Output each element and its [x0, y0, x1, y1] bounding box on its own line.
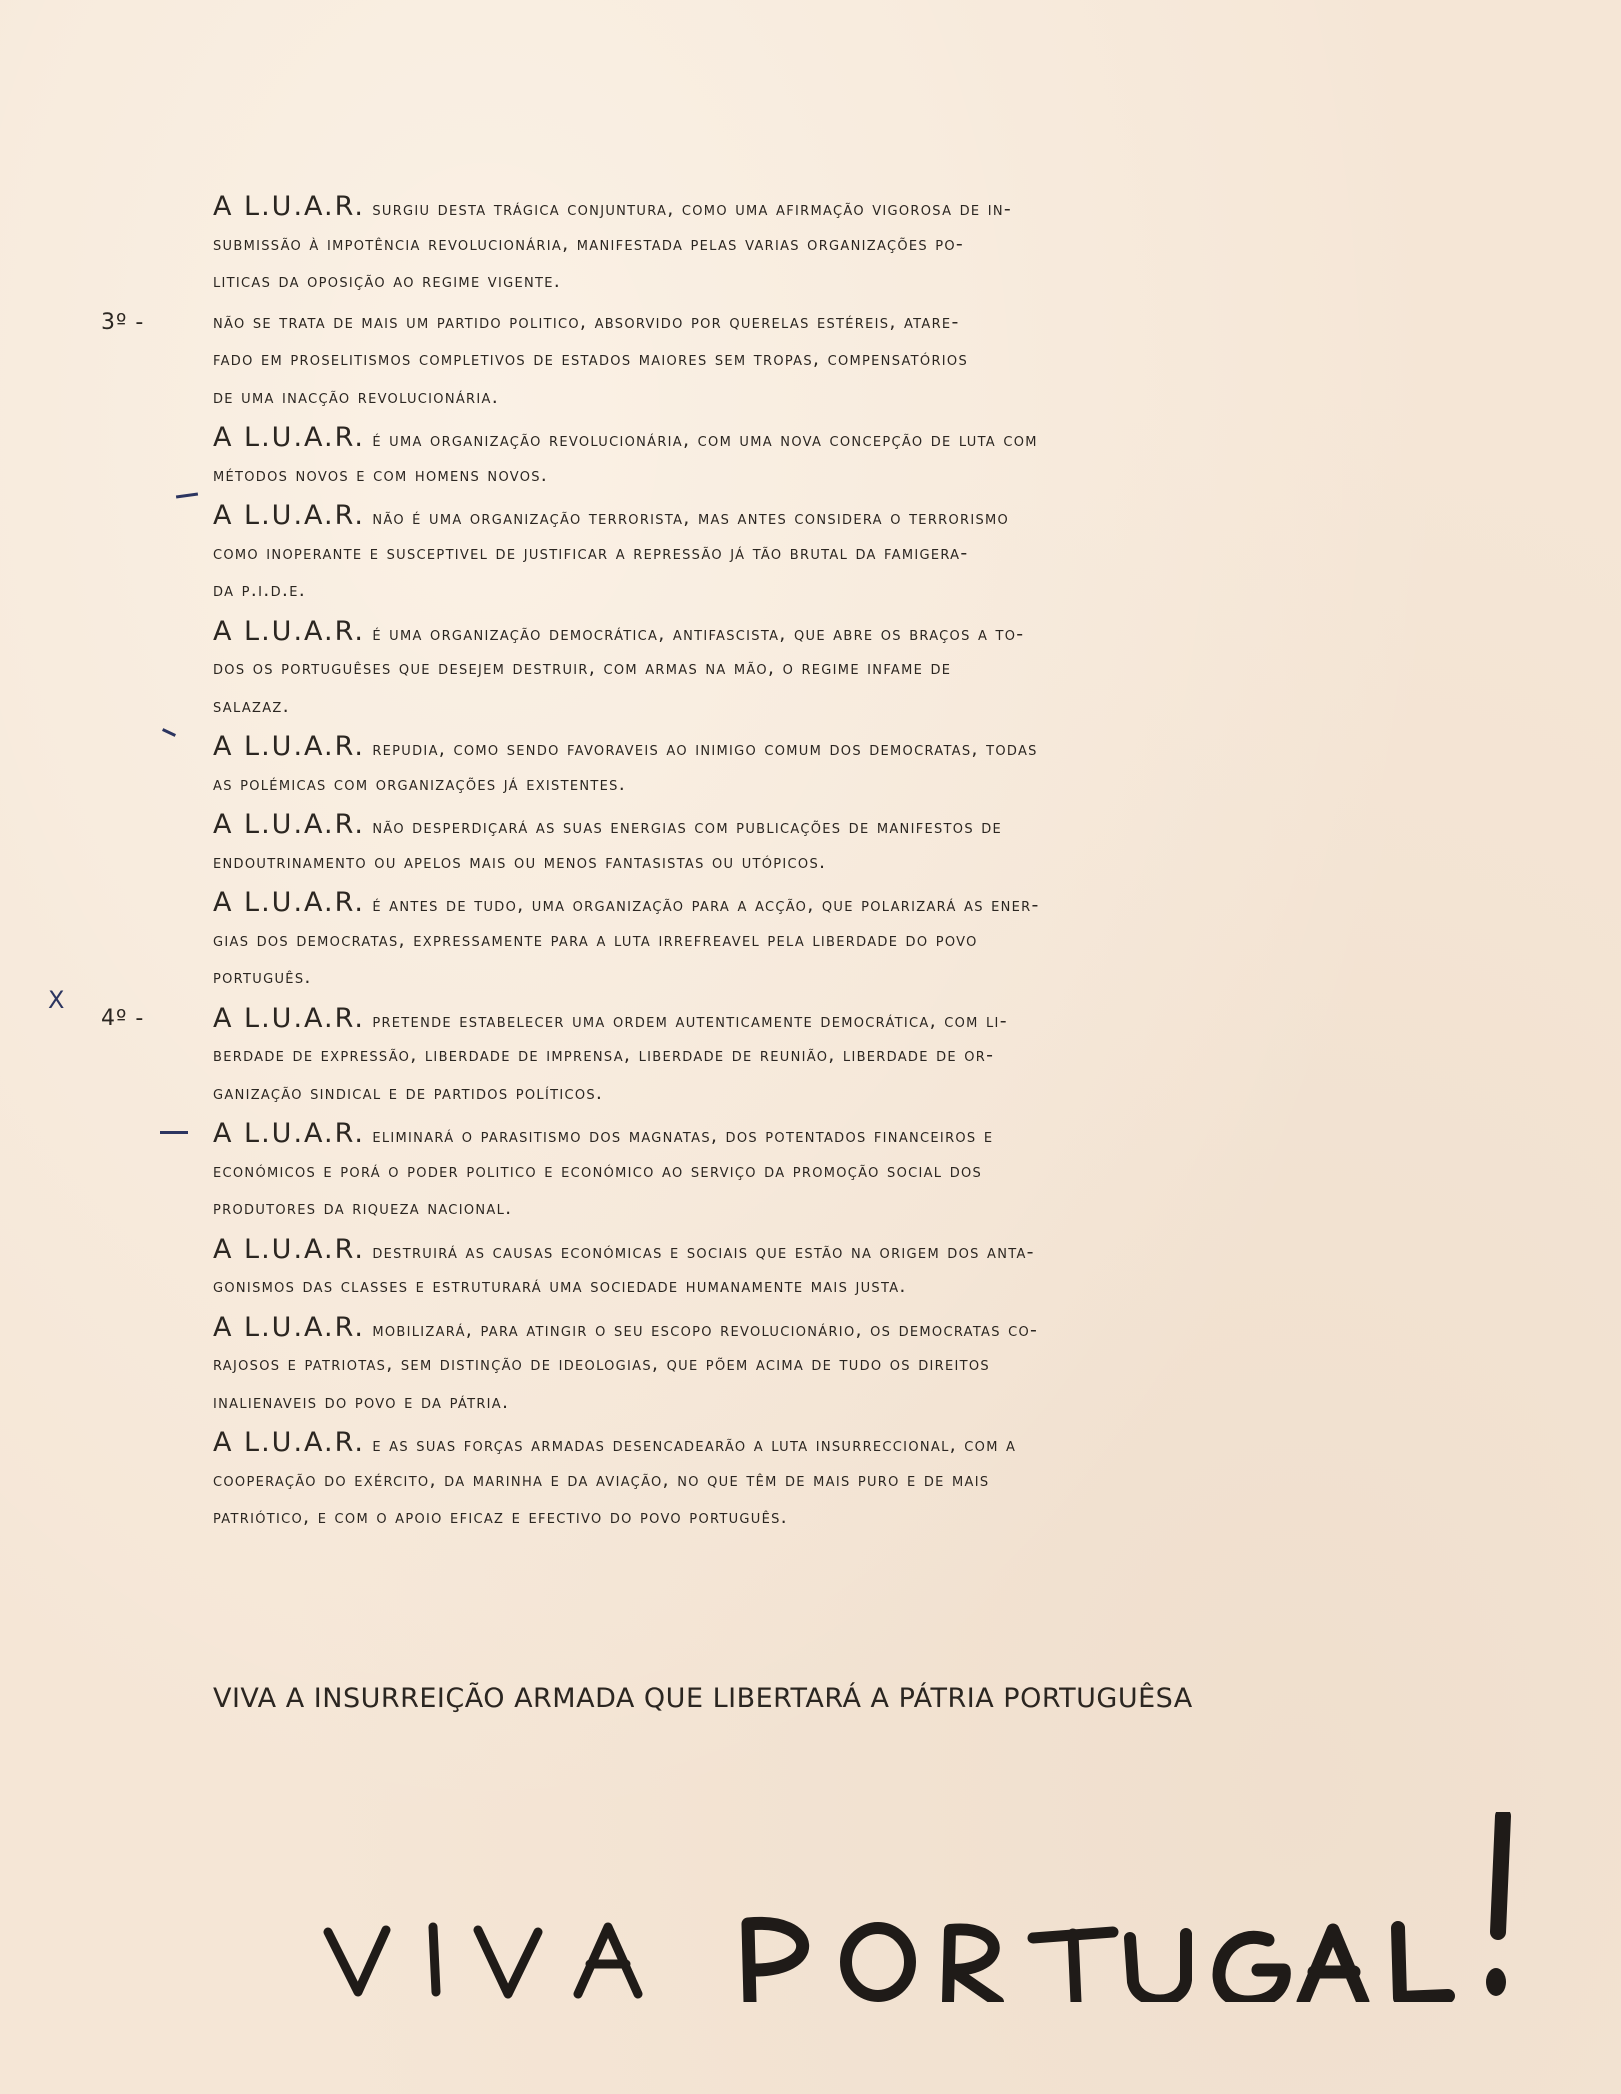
text-line	[213, 497, 1513, 535]
text-line	[213, 263, 1513, 301]
line-text: repudia, como sendo favoraveis ao inimigo comum dos democratas, todas	[364, 738, 1038, 760]
line-text: dos os portuguêses que desejem destruir, com armas na mão, o regime infame de	[213, 657, 952, 679]
line-text: da p.i.d.e.	[213, 579, 307, 601]
text-line	[213, 226, 1513, 264]
text-line	[213, 379, 1513, 417]
manifesto-paragraph	[101, 304, 1513, 417]
text-line	[213, 884, 1513, 922]
manifesto-paragraph	[213, 497, 1513, 610]
line-text: berdade de expressão, liberdade de imprensa, liberdade de reunião, liberdade de or-	[213, 1044, 995, 1066]
section-number: 4º -	[101, 1005, 145, 1031]
line-text: métodos novos e com homens novos.	[213, 463, 549, 486]
manifesto-paragraph	[213, 613, 1513, 726]
line-text: gias dos democratas, expressamente para a luta irrefreavel pela liberdade do povo	[213, 928, 978, 951]
line-text: cooperação do exército, da marinha e da aviação, no que têm de mais puro e de mais	[213, 1468, 990, 1491]
line-text: e as suas forças armadas desencadearão a luta insurreccional, com a	[364, 1434, 1017, 1456]
line-text: português.	[213, 966, 312, 988]
text-line	[213, 688, 1513, 726]
text-line	[213, 1346, 1513, 1384]
text-line	[213, 844, 1513, 882]
text-line	[213, 572, 1513, 610]
manifesto-paragraph	[213, 1309, 1513, 1422]
manifesto-paragraph	[213, 728, 1513, 803]
text-line	[213, 419, 1513, 457]
text-line	[213, 613, 1513, 651]
line-text: endoutrinamento ou apelos mais ou menos fantasistas ou utópicos.	[213, 850, 827, 873]
organization-name: A L.U.A.R.	[213, 1002, 365, 1034]
text-line	[213, 1000, 1513, 1038]
text-line	[213, 1499, 1513, 1537]
line-text: patriótico, e com o apoio eficaz e efectivo do povo português.	[213, 1506, 789, 1528]
line-text: salazaz.	[213, 694, 290, 717]
line-text: é antes de tudo, uma organização para a acção, que polarizará as ener-	[364, 894, 1040, 916]
organization-name: A L.U.A.R.	[213, 731, 365, 762]
manifesto-body	[101, 188, 1513, 1540]
text-line	[213, 1268, 1513, 1306]
margin-pen-mark: X	[48, 986, 65, 1014]
line-text: produtores da riqueza nacional.	[213, 1197, 513, 1219]
text-line	[213, 1075, 1513, 1113]
line-text: destruirá as causas económicas e sociais que estão na origem dos anta-	[364, 1240, 1035, 1263]
manifesto-paragraph	[213, 188, 1513, 301]
text-line	[213, 304, 1513, 342]
manifesto-paragraph	[213, 806, 1513, 881]
text-line	[213, 188, 1513, 226]
line-text: não se trata de mais um partido politico, absorvido por querelas estéreis, atare-	[213, 310, 960, 333]
manifesto-paragraph	[213, 884, 1513, 997]
handwritten-viva-portugal	[318, 1812, 1538, 2002]
line-text: não desperdiçará as suas energias com publicações de manifestos de	[364, 816, 1003, 838]
text-line	[213, 1424, 1513, 1462]
line-text: de uma inacção revolucionária.	[213, 385, 500, 408]
organization-name: A L.U.A.R.	[213, 1233, 365, 1265]
text-line	[213, 650, 1513, 688]
text-line	[213, 1037, 1513, 1075]
line-text: as polémicas com organizações já existentes.	[213, 772, 627, 795]
line-text: ganização sindical e de partidos políticos.	[213, 1081, 604, 1104]
line-text: eliminará o parasitismo dos magnatas, dos potentados financeiros e	[364, 1125, 994, 1147]
line-text: não é uma organização terrorista, mas antes considera o terrorismo	[364, 507, 1010, 529]
line-text: é uma organização revolucionária, com uma nova concepção de luta com	[364, 429, 1038, 451]
manifesto-paragraph	[213, 1115, 1513, 1228]
line-text: é uma organização democrática, antifascista, que abre os braços a to-	[364, 622, 1025, 645]
text-line	[213, 959, 1513, 997]
line-text: rajosos e patriotas, sem distinção de ideologias, que põem acima de tudo os direitos	[213, 1353, 990, 1375]
line-text: fado em proselitismos completivos de estados maiores sem tropas, compensatórios	[213, 348, 968, 370]
organization-name: A L.U.A.R.	[213, 500, 365, 531]
line-text: económicos e porá o poder politico e económico ao serviço da promoção social dos	[213, 1159, 983, 1182]
margin-pen-mark	[160, 1131, 188, 1134]
organization-name: A L.U.A.R.	[213, 422, 365, 453]
organization-name: A L.U.A.R.	[213, 191, 365, 222]
line-text: surgiu desta trágica conjuntura, como uma afirmação vigorosa de in-	[364, 198, 1013, 220]
manifesto-paragraph	[213, 1424, 1513, 1537]
text-line	[213, 1190, 1513, 1228]
text-line	[213, 922, 1513, 960]
text-line	[213, 728, 1513, 766]
text-line	[213, 1462, 1513, 1500]
line-text: submissão à impotência revolucionária, manifestada pelas varias organizações po-	[213, 232, 965, 255]
text-line	[213, 1309, 1513, 1347]
text-line	[213, 1115, 1513, 1153]
organization-name: A L.U.A.R.	[213, 887, 365, 918]
line-text: pretende estabelecer uma ordem autenticamente democrática, com li-	[364, 1009, 1008, 1032]
section-number: 3º -	[101, 309, 145, 335]
line-text: inalienaveis do povo e da pátria.	[213, 1390, 510, 1413]
organization-name: A L.U.A.R.	[213, 1427, 365, 1458]
manifesto-paragraph	[213, 1231, 1513, 1306]
text-line	[213, 766, 1513, 804]
text-line	[213, 341, 1513, 379]
line-text: como inoperante e susceptivel de justificar a repressão já tão brutal da famigera-	[213, 541, 969, 564]
text-line	[213, 457, 1513, 495]
text-line	[213, 1231, 1513, 1269]
text-line	[213, 1153, 1513, 1191]
closing-slogan: VIVA A INSURREIÇÃO ARMADA QUE LIBERTARÁ A PÁTRIA PORTUGUÊSA	[213, 1683, 1193, 1714]
manifesto-paragraph	[101, 1000, 1513, 1113]
text-line	[213, 806, 1513, 844]
text-line	[213, 535, 1513, 573]
organization-name: A L.U.A.R.	[213, 615, 365, 647]
organization-name: A L.U.A.R.	[213, 809, 365, 840]
manifesto-paragraph	[213, 419, 1513, 494]
text-line	[213, 1384, 1513, 1422]
line-text: liticas da oposição ao regime vigente.	[213, 270, 562, 292]
organization-name: A L.U.A.R.	[213, 1311, 365, 1343]
line-text: mobilizará, para atingir o seu escopo revolucionário, os democratas co-	[364, 1318, 1039, 1341]
line-text: gonismos das classes e estruturará uma sociedade humanamente mais justa.	[213, 1275, 907, 1297]
organization-name: A L.U.A.R.	[213, 1118, 365, 1149]
